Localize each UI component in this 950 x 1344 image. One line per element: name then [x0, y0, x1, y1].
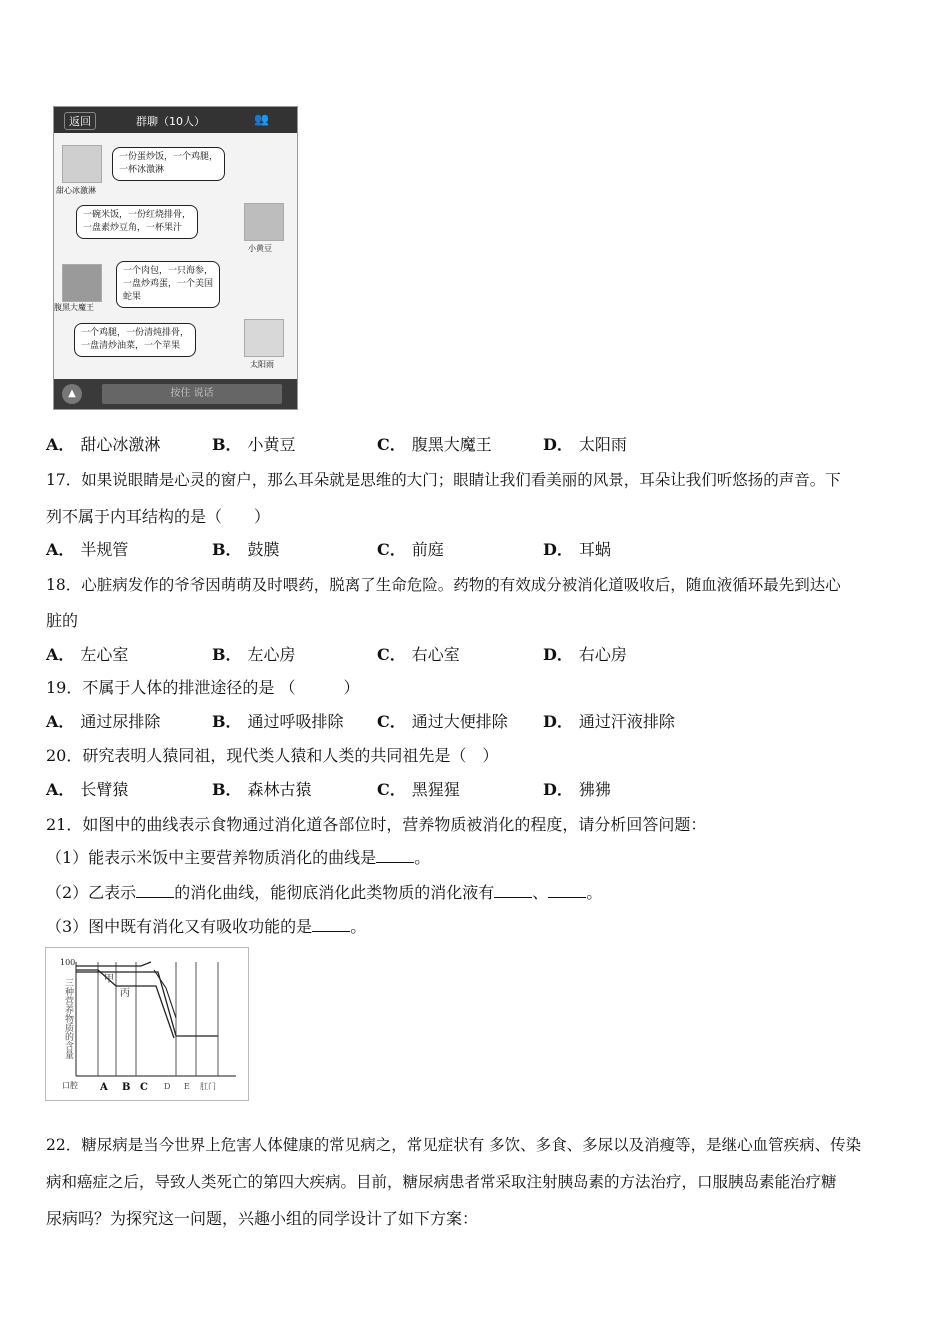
x-label: 肛门	[200, 1082, 216, 1091]
q21-sub3	[46, 916, 366, 938]
option-letter: A．	[46, 712, 75, 731]
q18-stem-line2: 脏的	[46, 611, 79, 630]
q20-option-b	[212, 779, 312, 801]
sender-name: 腹黑大魔王	[54, 303, 94, 312]
chat-title: 群聊（10人）	[136, 115, 205, 128]
q19-stem: 19．不属于人体的排泄途径的是 （ ）	[46, 678, 360, 697]
q17-stem-line1: 17．如果说眼睛是心灵的窗户，那么耳朵就是思维的大门；眼睛让我们看美丽的风景，耳朵让我们听悠扬的声音。下	[46, 471, 841, 489]
digestion-curve-svg	[46, 948, 248, 1100]
q21-sub2	[46, 882, 602, 904]
q21-sub1	[46, 847, 430, 869]
x-label: C	[140, 1082, 148, 1093]
chat-bubble	[76, 205, 198, 239]
q21-sub3-text: （3）图中既有消化又有吸收功能的是	[46, 917, 313, 936]
q17-stem-line2: 列不属于内耳结构的是（ ）	[46, 507, 271, 526]
option-text: 狒狒	[578, 780, 611, 799]
q17-option-c	[377, 539, 444, 561]
bubble-line: 一个鸡腿，一份清炖排骨，	[81, 328, 190, 338]
option-letter: A．	[46, 540, 75, 559]
q21-sub1-end: 。	[414, 848, 431, 867]
chat-bubble	[116, 261, 220, 308]
option-letter: D．	[543, 712, 573, 731]
sender-name: 太阳雨	[250, 360, 274, 369]
option-letter: D．	[543, 780, 573, 799]
option-letter: B．	[212, 712, 242, 731]
q19-option-d	[543, 711, 675, 733]
q21-sub2-text2: 的消化曲线，能彻底消化此类物质的消化液有	[174, 883, 495, 902]
bubble-line: 一盘炒鸡蛋，一个美国	[123, 279, 214, 289]
option-letter: D．	[543, 540, 573, 559]
x-label: A	[100, 1082, 108, 1093]
option-letter: A．	[46, 780, 75, 799]
option-text: 通过尿排除	[80, 712, 161, 731]
q21-sub2-end: 。	[586, 883, 603, 902]
bubble-line: 一杯冰激淋	[119, 165, 165, 175]
option-letter: C．	[377, 780, 406, 799]
bubble-line: 一碗米饭，一份红烧排骨，	[83, 210, 192, 220]
q22-stem-line2: 病和癌症之后，导致人类死亡的第四大疾病。目前，糖尿病患者常采取注射胰岛素的方法治疗，口服胰岛素能治疗糖	[46, 1173, 837, 1191]
option-letter: C．	[377, 435, 406, 454]
option-letter: B．	[212, 435, 242, 454]
answer-blank[interactable]	[548, 883, 586, 898]
option-letter: A．	[46, 435, 75, 454]
option-text: 右心室	[411, 645, 460, 664]
q21-sub2-sep: 、	[532, 883, 549, 902]
option-letter: D．	[543, 435, 573, 454]
chat-input-bar	[54, 379, 297, 409]
option-text: 腹黑大魔王	[411, 435, 492, 454]
x-label: E	[184, 1082, 190, 1091]
q18-option-a	[46, 644, 128, 666]
voice-toggle-icon: ▲	[62, 384, 82, 404]
q17-option-d	[543, 539, 611, 561]
y-axis-label: 三种营养物质的含量	[63, 978, 73, 1059]
curve-label-bing: 丙	[120, 988, 130, 999]
chat-bubble	[112, 147, 225, 181]
option-text: 通过大便排除	[411, 712, 508, 731]
bubble-line: 一盘素炒豆角，一杯果汁	[83, 223, 183, 233]
q21-sub1-text: （1）能表示米饭中主要营养物质消化的曲线是	[46, 848, 377, 867]
q18-option-b	[212, 644, 296, 666]
curve-label-jia: 甲	[104, 974, 114, 985]
q16-option-c	[377, 434, 492, 456]
curve-line	[76, 970, 174, 1038]
y-top-label: 100	[60, 958, 76, 967]
avatar	[244, 319, 284, 357]
q16-option-d	[543, 434, 627, 456]
curve-line	[76, 962, 151, 966]
q19-option-c	[377, 711, 508, 733]
q19-option-b	[212, 711, 344, 733]
sender-name: 甜心冰激淋	[56, 186, 96, 195]
option-letter: C．	[377, 712, 406, 731]
chat-screenshot-figure	[53, 106, 298, 410]
option-text: 长臂猿	[80, 780, 129, 799]
option-text: 左心室	[80, 645, 129, 664]
option-text: 右心房	[578, 645, 627, 664]
answer-blank[interactable]	[312, 917, 350, 932]
option-letter: C．	[377, 540, 406, 559]
bubble-line: 一盘清炒油菜，一个苹果	[81, 341, 181, 351]
bubble-line: 一份蛋炒饭，一个鸡腿，	[119, 152, 219, 162]
x-label: B	[122, 1082, 131, 1093]
option-text: 小黄豆	[247, 435, 296, 454]
group-members-icon: 👥	[254, 112, 269, 126]
option-text: 通过汗液排除	[578, 712, 675, 731]
avatar	[244, 203, 284, 241]
option-letter: A．	[46, 645, 75, 664]
answer-blank[interactable]	[494, 883, 532, 898]
option-text: 甜心冰激淋	[80, 435, 161, 454]
option-letter: C．	[377, 645, 406, 664]
digestion-curve-figure	[45, 947, 249, 1101]
option-text: 太阳雨	[578, 435, 627, 454]
chat-header-bar	[54, 107, 297, 133]
q16-option-b	[212, 434, 296, 456]
option-letter: B．	[212, 540, 242, 559]
sender-name: 小黄豆	[248, 244, 272, 253]
option-text: 鼓膜	[247, 540, 280, 559]
option-letter: D．	[543, 645, 573, 664]
option-text: 通过呼吸排除	[247, 712, 344, 731]
q17-option-b	[212, 539, 280, 561]
q18-option-d	[543, 644, 627, 666]
q16-option-a	[46, 434, 160, 456]
option-text: 森林古猿	[247, 780, 312, 799]
bubble-line: 一个肉包，一只海参，	[123, 266, 214, 276]
q22-stem-line1: 22．糖尿病是当今世界上危害人体健康的常见病之，常见症状有 多饮、多食、多尿以及消瘦等，是继心血管疾病、传染	[46, 1136, 862, 1154]
q20-option-c	[377, 779, 460, 801]
q21-stem: 21．如图中的曲线表示食物通过消化道各部位时，营养物质被消化的程度，请分析回答问题：	[46, 815, 707, 834]
q17-option-a	[46, 539, 128, 561]
x-label: 口腔	[62, 1081, 78, 1090]
option-text: 左心房	[247, 645, 296, 664]
chat-bubble	[74, 323, 196, 357]
q21-sub3-end: 。	[350, 917, 367, 936]
answer-blank[interactable]	[376, 848, 414, 863]
q19-option-a	[46, 711, 160, 733]
bubble-line: 蛇果	[123, 292, 142, 302]
hold-to-talk-button: 按住 说话	[102, 384, 282, 404]
answer-blank[interactable]	[136, 883, 174, 898]
q20-stem: 20．研究表明人猿同祖，现代类人猿和人类的共同祖先是（ ）	[46, 746, 499, 765]
option-text: 耳蜗	[578, 540, 611, 559]
avatar	[62, 264, 102, 302]
option-text: 前庭	[411, 540, 444, 559]
back-button: 返回	[64, 112, 96, 130]
q18-option-c	[377, 644, 460, 666]
option-text: 半规管	[80, 540, 129, 559]
option-letter: B．	[212, 645, 242, 664]
q20-option-d	[543, 779, 611, 801]
q20-option-a	[46, 779, 128, 801]
curve-line	[76, 972, 218, 1036]
q18-stem-line1: 18．心脏病发作的爷爷因萌萌及时喂药，脱离了生命危险。药物的有效成分被消化道吸收后，随血液循环最先到达心	[46, 576, 841, 594]
option-text: 黑猩猩	[411, 780, 460, 799]
q22-stem-line3: 尿病吗？为探究这一问题，兴趣小组的同学设计了如下方案：	[46, 1209, 479, 1228]
option-letter: B．	[212, 780, 242, 799]
avatar	[62, 145, 102, 183]
q21-sub2-text: （2）乙表示	[46, 883, 137, 902]
x-label: D	[164, 1082, 171, 1091]
